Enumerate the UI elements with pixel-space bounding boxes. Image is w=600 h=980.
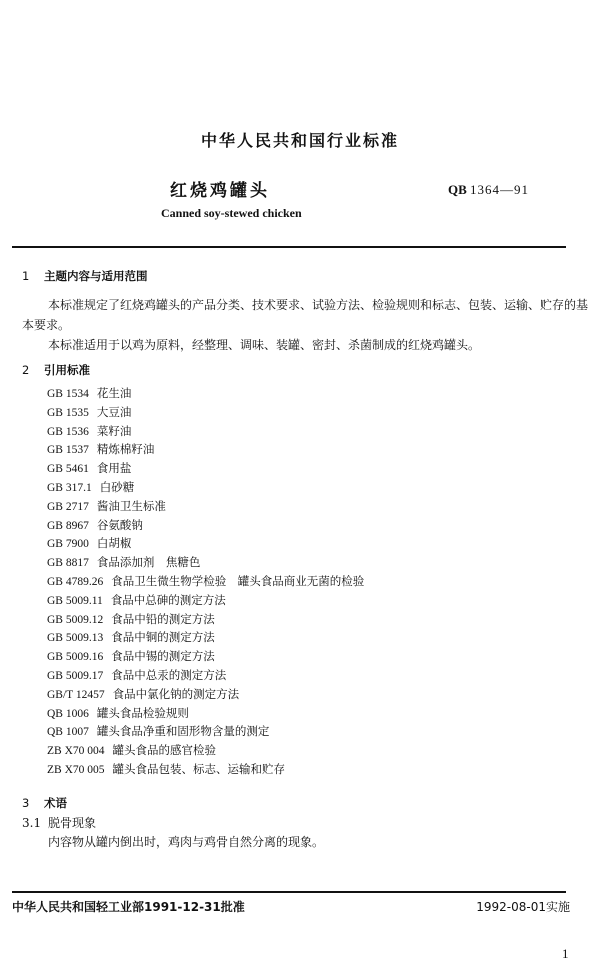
reference-name: 食品卫生微生物学检验 罐头食品商业无菌的检验 <box>111 574 365 588</box>
reference-code: GB 5009.16 <box>47 651 104 664</box>
reference-code: GB 1534 <box>47 388 89 400</box>
reference-name: 谷氨酸钠 <box>96 517 143 532</box>
section-3-1-title: 脱骨现象 <box>48 816 97 830</box>
reference-code: GB 5009.12 <box>47 613 104 626</box>
standard-code-number: 1364—91 <box>470 182 530 197</box>
section-1-paragraph-1-line-1: 本标准规定了红烧鸡罐头的产品分类、技术要求、试验方法、检验规则和标志、包装、运输、贮存的基 <box>48 298 589 312</box>
reference-item <box>47 686 239 702</box>
reference-code: QB 1007 <box>47 726 89 739</box>
reference-item <box>47 460 131 476</box>
reference-code: ZB X70 004 <box>47 745 105 758</box>
section-1-title: 主题内容与适用范围 <box>44 269 148 283</box>
reference-code: QB 1006 <box>47 707 89 720</box>
reference-item <box>47 592 226 608</box>
english-title: Canned soy-stewed chicken <box>161 206 302 220</box>
reference-code: GB 5009.11 <box>47 594 103 607</box>
section-1-number: 1 <box>22 269 30 283</box>
footer-divider <box>12 891 566 893</box>
reference-name: 食品添加剂 焦糖色 <box>96 555 201 570</box>
reference-name: 食用盐 <box>96 461 132 476</box>
reference-item <box>47 479 134 495</box>
section-3-number: 3 <box>22 796 30 810</box>
approval-line: 中华人民共和国轻工业部1991-12-31批准 <box>12 900 245 914</box>
reference-code: GB 8967 <box>47 519 89 532</box>
reference-item <box>47 517 143 533</box>
section-1-heading <box>22 268 148 284</box>
reference-name: 食品中铜的测定方法 <box>111 630 215 645</box>
reference-code: GB 5009.13 <box>47 632 104 645</box>
section-3-heading <box>22 795 67 811</box>
section-2-title: 引用标准 <box>44 363 90 377</box>
reference-item <box>47 535 131 551</box>
reference-name: 花生油 <box>96 386 132 400</box>
reference-item <box>47 573 364 589</box>
reference-code: GB 7900 <box>47 538 89 551</box>
reference-code: GB 5009.17 <box>47 670 104 682</box>
reference-name: 大豆油 <box>96 404 132 419</box>
reference-item <box>47 404 131 420</box>
reference-name: 精炼棉籽油 <box>96 442 155 457</box>
reference-item <box>47 441 154 457</box>
reference-name: 食品中总砷的测定方法 <box>110 592 226 607</box>
reference-item <box>47 723 269 739</box>
reference-name: 白砂糖 <box>99 480 135 494</box>
section-1-paragraph-1-line-2: 本要求。 <box>22 318 71 332</box>
reference-item <box>47 498 166 514</box>
standard-code-prefix: QB <box>448 182 467 197</box>
section-3-title: 术语 <box>44 796 67 810</box>
reference-code: GB/T 12457 <box>47 688 105 701</box>
reference-name: 食品中总汞的测定方法 <box>111 668 227 682</box>
section-3-1-paragraph: 内容物从罐内倒出时，鸡肉与鸡骨自然分离的现象。 <box>48 835 325 849</box>
reference-name: 罐头食品检验规则 <box>96 705 189 720</box>
standard-category-title: 中华人民共和国行业标准 <box>200 131 399 150</box>
reference-name: 罐头食品包装、标志、运输和贮存 <box>112 762 285 776</box>
reference-item <box>47 761 285 777</box>
reference-code: GB 1535 <box>47 406 89 419</box>
reference-item <box>47 385 131 401</box>
document-title: 红烧鸡罐头 <box>170 181 270 201</box>
standard-code <box>448 182 529 198</box>
reference-code: GB 1536 <box>47 425 89 438</box>
header-divider <box>12 246 566 248</box>
reference-item <box>47 705 189 721</box>
reference-name: 罐头食品的感官检验 <box>112 743 216 758</box>
reference-item <box>47 554 200 570</box>
reference-item <box>47 667 226 683</box>
section-2-heading <box>22 362 90 378</box>
reference-code: GB 8817 <box>47 557 89 570</box>
page-number: 1 <box>562 946 569 961</box>
reference-code: GB 5461 <box>47 463 89 476</box>
reference-code: ZB X70 005 <box>47 764 105 776</box>
reference-item <box>47 648 215 664</box>
section-3-1-heading <box>22 813 96 833</box>
reference-code: GB 4789.26 <box>47 576 104 588</box>
reference-name: 食品中铅的测定方法 <box>111 611 215 626</box>
reference-item <box>47 611 215 627</box>
effective-date: 1992-08-01实施 <box>476 900 570 914</box>
reference-item <box>47 629 215 645</box>
reference-name: 菜籽油 <box>96 423 132 438</box>
reference-item <box>47 742 216 758</box>
reference-name: 酱油卫生标准 <box>96 498 166 513</box>
reference-name: 白胡椒 <box>96 536 132 551</box>
reference-name: 食品中氯化钠的测定方法 <box>112 686 240 701</box>
section-1-paragraph-2: 本标准适用于以鸡为原料，经整理、调味、装罐、密封、杀菌制成的红烧鸡罐头。 <box>48 338 481 352</box>
reference-name: 食品中锡的测定方法 <box>111 649 215 664</box>
reference-code: GB 1537 <box>47 444 89 457</box>
section-3-1-number: 3.1 <box>22 816 42 830</box>
reference-name: 罐头食品净重和固形物含量的测定 <box>96 724 270 739</box>
section-2-number: 2 <box>22 363 30 377</box>
reference-code: GB 317.1 <box>47 482 92 494</box>
reference-code: GB 2717 <box>47 500 89 513</box>
reference-item <box>47 423 131 439</box>
